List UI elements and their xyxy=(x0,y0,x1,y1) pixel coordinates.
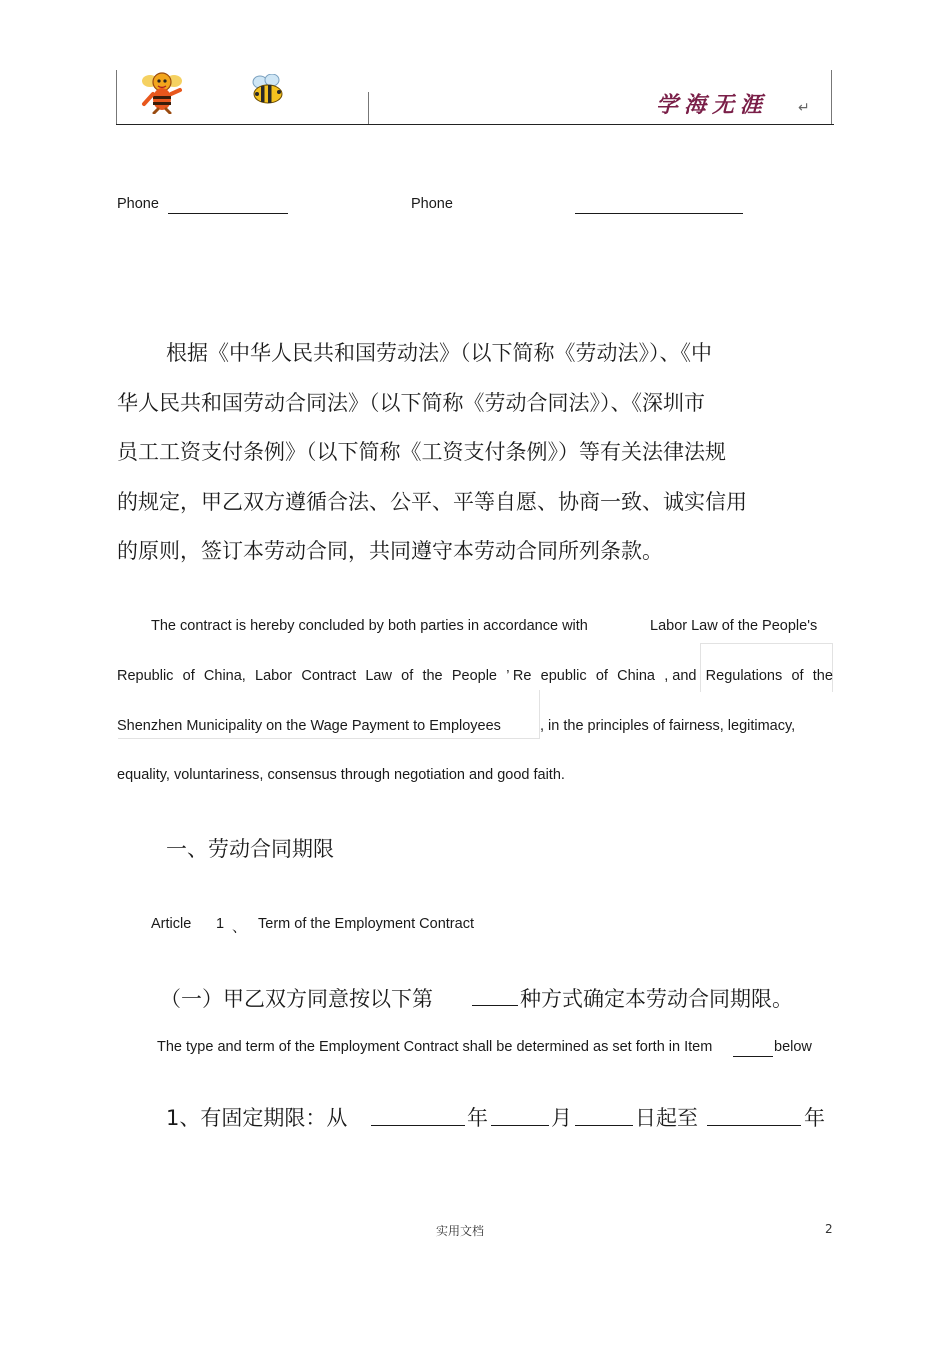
phone-blank-left xyxy=(168,212,288,214)
word: Republic xyxy=(117,668,174,684)
footer-label: 实用文档 xyxy=(436,1224,485,1238)
article1-heading-en-separator: 、 xyxy=(232,920,247,936)
item1-day-blank xyxy=(575,1124,633,1126)
word: of xyxy=(791,668,804,684)
clause1-zh-part-a: （一）甲乙双方同意按以下第 xyxy=(160,987,433,1011)
word: Law xyxy=(365,668,392,684)
clause1-zh-part-b: 种方式确定本劳动合同期限。 xyxy=(520,987,793,1011)
word: of xyxy=(401,668,414,684)
item1-year-blank xyxy=(371,1124,465,1126)
item1-day-from: 日起至 xyxy=(635,1106,698,1130)
word: China, xyxy=(203,668,246,684)
preamble-zh-line-5: 的原则，签订本劳动合同，共同遵守本劳动合同所列条款。 xyxy=(117,539,663,563)
word: Contract xyxy=(301,668,357,684)
header-mid-tick xyxy=(368,92,369,124)
item1-year-unit: 年 xyxy=(467,1106,488,1130)
clause1-zh-blank xyxy=(472,1004,518,1006)
preamble-en-line-1a: The contract is hereby concluded by both parties in accordance with xyxy=(151,618,588,634)
word: Labor xyxy=(255,668,293,684)
article1-heading-en-article: Article xyxy=(151,916,192,932)
header-calligraphy: 学海无涯 xyxy=(656,92,769,118)
item1-year2-unit: 年 xyxy=(804,1106,825,1130)
word: the xyxy=(422,668,443,684)
article1-heading-en-title: Term of the Employment Contract xyxy=(258,916,474,932)
phone-blank-right xyxy=(575,212,743,214)
preamble-en-line-3a: Shenzhen Municipality on the Wage Payment to Employees xyxy=(117,718,501,734)
preamble-zh-line-4: 的规定，甲乙双方遵循合法、公平、平等自愿、协商一致、诚实信用 xyxy=(117,490,747,514)
header-right-tick xyxy=(831,70,832,124)
phone-label-left: Phone xyxy=(117,196,159,212)
preamble-zh-line-1: 根据《中华人民共和国劳动法》（以下简称《劳动法》）、《中 xyxy=(166,341,712,365)
word: of xyxy=(182,668,195,684)
clause1-en-part-b: below xyxy=(774,1039,812,1055)
bee-icon xyxy=(248,74,286,106)
item1-year2-blank xyxy=(707,1124,801,1126)
item1-label: 1、有固定期限：从 xyxy=(166,1106,348,1130)
clause1-en-blank xyxy=(733,1055,773,1057)
word: Regulations xyxy=(705,668,783,684)
return-mark-icon: ↵ xyxy=(798,100,810,116)
header-rule xyxy=(116,124,834,125)
article1-heading-en-number: 1 xyxy=(216,916,225,932)
word: epublic xyxy=(540,668,587,684)
preamble-zh-line-2: 华人民共和国劳动合同法》（以下简称《劳动合同法》）、《深圳市 xyxy=(117,391,705,415)
preamble-en-line-2 xyxy=(117,668,833,684)
page-number: 2 xyxy=(825,1222,833,1236)
clause1-en-part-a: The type and term of the Employment Contract shall be determined as set forth in Item xyxy=(157,1039,713,1055)
word: People xyxy=(451,668,497,684)
word: China xyxy=(617,668,655,684)
header-left-tick xyxy=(116,70,117,124)
preamble-en-line-3b: , in the principles of fairness, legitimacy, xyxy=(540,718,796,734)
word: ’ Re xyxy=(506,668,532,684)
word: the xyxy=(812,668,833,684)
article1-heading-zh: 一、劳动合同期限 xyxy=(166,837,334,861)
preamble-en-line-4: equality, voluntariness, consensus through negotiation and good faith. xyxy=(117,767,565,783)
bee-character-icon xyxy=(140,68,184,114)
preamble-zh-line-3: 员工工资支付条例》（以下简称《工资支付条例》）等有关法律法规 xyxy=(117,440,726,464)
preamble-en-line-1b: Labor Law of the People's xyxy=(650,618,818,634)
phone-label-right: Phone xyxy=(411,196,453,212)
item1-month-blank xyxy=(491,1124,549,1126)
word: of xyxy=(595,668,608,684)
word: , and xyxy=(664,668,697,684)
item1-month-unit: 月 xyxy=(551,1106,572,1130)
